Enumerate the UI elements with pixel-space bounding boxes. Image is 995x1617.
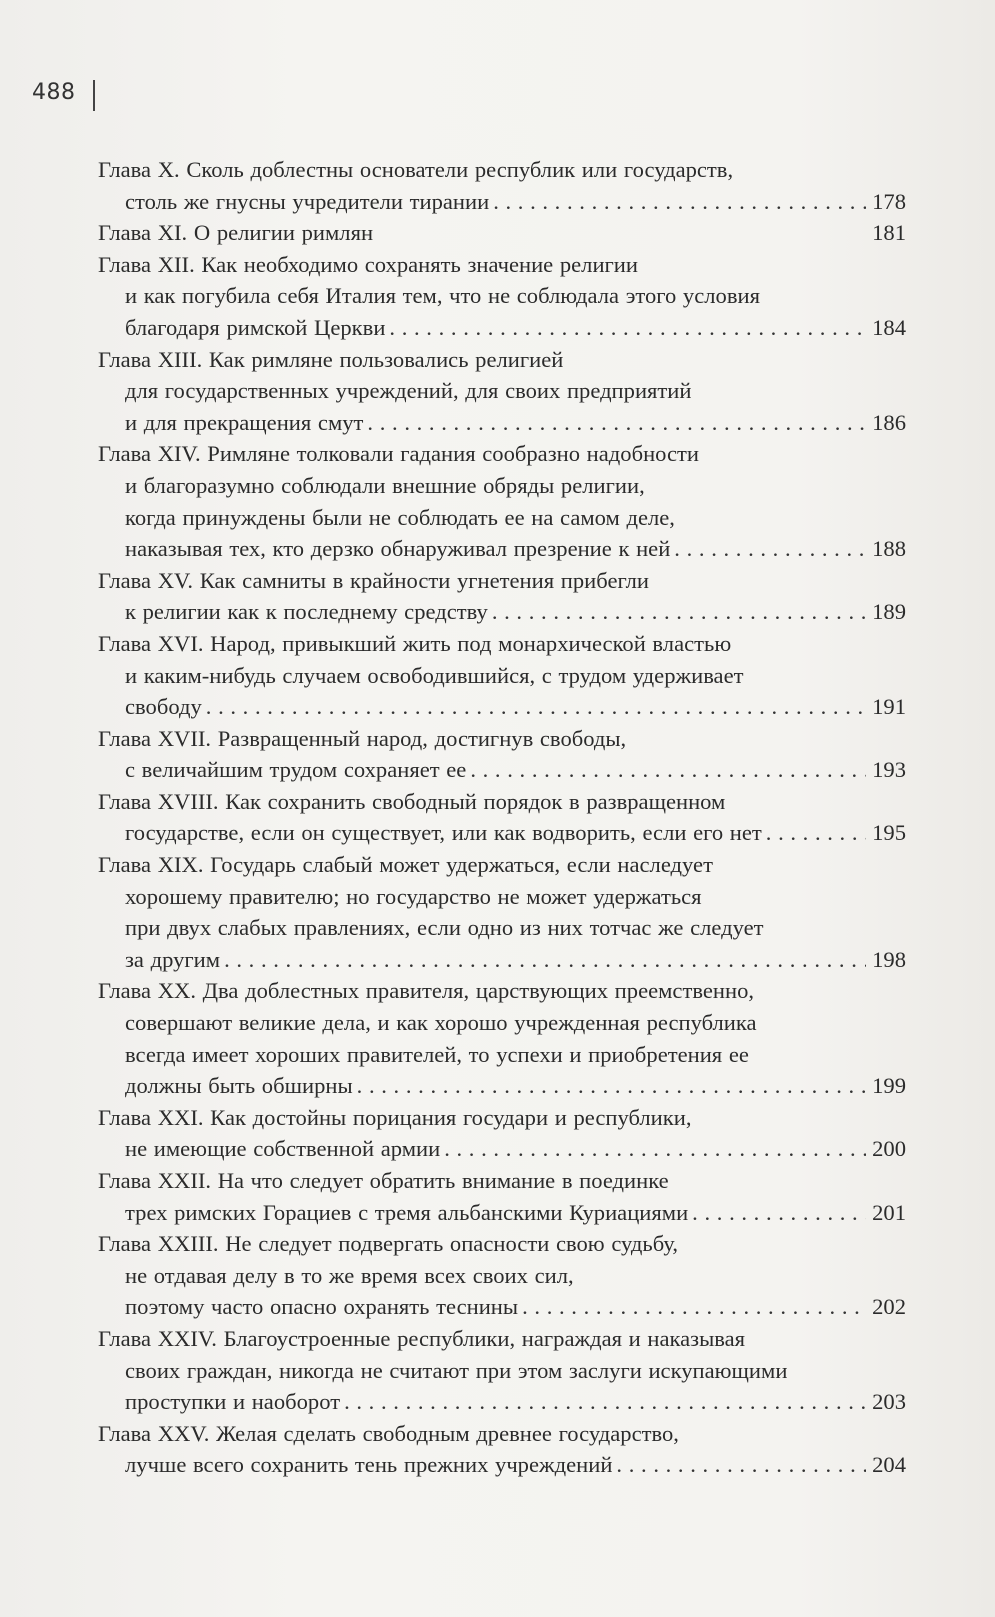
toc-entry-title: Глава XVII. Развращенный народ, достигнув свободы, bbox=[98, 725, 627, 751]
toc-entry-line: для государственных учреждений, для своих предприятий bbox=[125, 378, 692, 404]
dot-leader bbox=[389, 312, 866, 344]
toc-entry-line: благодаря римской Церкви bbox=[125, 314, 386, 340]
toc-entry bbox=[98, 1323, 906, 1418]
toc-page-number: 199 bbox=[872, 1073, 906, 1099]
toc-entry bbox=[98, 1228, 906, 1323]
toc-entry-line: свободу bbox=[125, 694, 202, 720]
toc-entry-line: и как погубила себя Италия тем, что не соблюдала этого условия bbox=[125, 283, 760, 309]
dot-leader bbox=[367, 407, 866, 439]
toc-entry bbox=[98, 975, 906, 1101]
toc-entry-line: при двух слабых правлениях, если одно из них тотчас же следует bbox=[125, 915, 764, 941]
toc-page-number: 186 bbox=[872, 409, 906, 435]
dot-leader bbox=[492, 596, 866, 628]
toc-entry bbox=[98, 438, 906, 564]
toc-entry-line: столь же гнусны учредители тирании bbox=[125, 188, 490, 214]
toc-entry-title: Глава XXIV. Благоустроенные республики, награждая и наказывая bbox=[98, 1325, 746, 1351]
toc-entry-title: Глава XIV. Римляне толковали гадания сообразно надобности bbox=[98, 441, 700, 467]
toc-page-number: 184 bbox=[872, 314, 906, 340]
dot-leader bbox=[616, 1449, 866, 1481]
toc-entry-line: лучше всего сохранить тень прежних учреждений bbox=[125, 1452, 613, 1478]
toc-entry bbox=[98, 344, 906, 439]
toc-page-number: 195 bbox=[872, 820, 906, 846]
toc-entry-line: не имеющие собственной армии bbox=[125, 1136, 441, 1162]
toc-entry-line: государстве, если он существует, или как водворить, если его нет bbox=[125, 820, 762, 846]
toc-entry-title: Глава XIII. Как римляне пользовались религией bbox=[98, 346, 564, 372]
toc-entry-line: поэтому часто опасно охранять теснины bbox=[125, 1294, 519, 1320]
toc-entry bbox=[98, 154, 906, 217]
toc-entry-title: Глава X. Сколь доблестны основатели республик или государств, bbox=[98, 157, 734, 182]
toc-page-number: 202 bbox=[872, 1294, 906, 1320]
toc-entry-title: Глава XXI. Как достойны порицания государи и республики, bbox=[98, 1104, 692, 1130]
toc-entry-line: не отдавая делу в то же время всех своих сил, bbox=[125, 1262, 574, 1288]
toc-entry-line: к религии как к последнему средству bbox=[125, 599, 488, 625]
dot-leader bbox=[470, 754, 866, 786]
toc-entry bbox=[98, 786, 906, 849]
folio-divider bbox=[93, 80, 95, 111]
toc-entry bbox=[98, 849, 906, 975]
toc-entry-title: Глава XII. Как необходимо сохранять значение религии bbox=[98, 251, 638, 277]
toc-entry-title: Глава XXIII. Не следует подвергать опасности свою судьбу, bbox=[98, 1231, 679, 1257]
dot-leader bbox=[674, 533, 866, 565]
toc-entry-title: Глава XXV. Желая сделать свободным древнее государство, bbox=[98, 1420, 679, 1446]
toc-page-number: 200 bbox=[872, 1136, 906, 1162]
toc-entry-line: всегда имеет хороших правителей, то успехи и приобретения ее bbox=[125, 1041, 749, 1067]
dot-leader bbox=[766, 817, 866, 849]
toc-entry-title: Глава XIX. Государь слабый может удержаться, если наследует bbox=[98, 852, 713, 878]
toc-entry bbox=[98, 565, 906, 628]
toc-entry-line: наказывая тех, кто дерзко обнаруживал презрение к ней bbox=[125, 536, 671, 562]
toc-entry-line: и каким-нибудь случаем освободившийся, с трудом удерживает bbox=[125, 662, 744, 688]
toc-entry-title: Глава XXII. На что следует обратить внимание в поединке bbox=[98, 1168, 669, 1193]
toc-page-number: 181 bbox=[872, 220, 906, 246]
dot-leader bbox=[522, 1291, 866, 1323]
toc-entry-line: и для прекращения смут bbox=[125, 409, 364, 435]
toc-entry-line: совершают великие дела, и как хорошо учрежденная республика bbox=[125, 1010, 757, 1036]
toc-page-number: 189 bbox=[872, 599, 906, 625]
toc-entry bbox=[98, 1418, 906, 1481]
toc-page-number: 178 bbox=[872, 188, 906, 214]
toc-page-number: 204 bbox=[872, 1452, 906, 1478]
toc-entry-line: своих граждан, никогда не считают при этом заслуги искупающими bbox=[125, 1357, 788, 1383]
toc-entry bbox=[98, 249, 906, 344]
toc-entry-line: когда принуждены были не соблюдать ее на самом деле, bbox=[125, 504, 675, 530]
toc-entry bbox=[98, 217, 906, 249]
toc-entry-line: хорошему правителю; но государство не может удержаться bbox=[125, 883, 702, 909]
toc-entry bbox=[98, 723, 906, 786]
toc-entry-line: и благоразумно соблюдали внешние обряды религии, bbox=[125, 472, 645, 498]
toc-entry-line: за другим bbox=[125, 946, 221, 972]
page-number: 488 bbox=[32, 80, 76, 105]
toc-entry-title: Глава XVIII. Как сохранить свободный порядок в развращенном bbox=[98, 788, 726, 814]
dot-leader bbox=[493, 186, 866, 218]
toc-page-number: 201 bbox=[872, 1199, 906, 1225]
toc-page-number: 198 bbox=[872, 946, 906, 972]
toc-page-number: 188 bbox=[872, 536, 906, 562]
toc-entry bbox=[98, 1165, 906, 1228]
dot-leader bbox=[344, 1386, 866, 1418]
toc-entry-title: Глава XV. Как самниты в крайности угнетения прибегли bbox=[98, 567, 649, 593]
toc-entry-line: с величайшим трудом сохраняет ее bbox=[125, 757, 467, 783]
dot-leader bbox=[206, 691, 866, 723]
toc-page-number: 193 bbox=[872, 757, 906, 783]
toc-entry bbox=[98, 1102, 906, 1165]
dot-leader bbox=[357, 1070, 866, 1102]
toc-page-number: 203 bbox=[872, 1389, 906, 1415]
toc-entry-title: Глава XVI. Народ, привыкший жить под монархической властью bbox=[98, 630, 732, 656]
toc-entry-line: проступки и наоборот bbox=[125, 1389, 341, 1415]
toc-entry-title: Глава XI. О религии римлян bbox=[98, 220, 374, 246]
toc-entry-line: должны быть обширны bbox=[125, 1073, 353, 1099]
toc-entry bbox=[98, 628, 906, 723]
toc-entry-line: трех римских Горациев с тремя альбанскими Куриациями bbox=[125, 1199, 689, 1225]
table-of-contents bbox=[98, 154, 906, 1481]
dot-leader bbox=[224, 944, 866, 976]
dot-leader bbox=[444, 1133, 866, 1165]
toc-entry-title: Глава XX. Два доблестных правителя, царствующих преемственно, bbox=[98, 978, 755, 1004]
dot-leader bbox=[692, 1197, 866, 1229]
toc-page-number: 191 bbox=[872, 694, 906, 720]
